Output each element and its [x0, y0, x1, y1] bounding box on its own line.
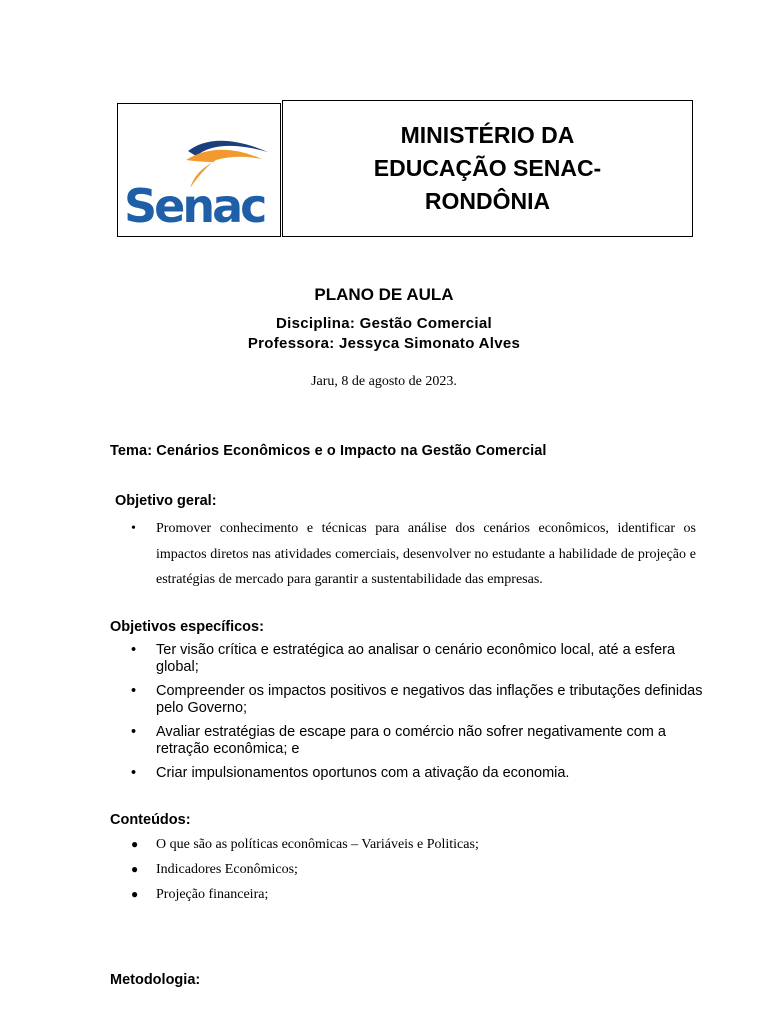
list-item-text: Criar impulsionamentos oportunos com a ativação da economia.	[156, 765, 570, 781]
list-item-text: Promover conhecimento e técnicas para análise dos cenários econômicos, identificar os impactos diretos nas atividades comerciais, desenvolver no estudante a habilidade de projeção e estratégias de mercado para garantir a sustentabilidade das empresas.	[156, 521, 696, 587]
list-item-text: Projeção financeira;	[156, 887, 269, 902]
senac-logo	[117, 103, 281, 237]
general-objective-heading: Objetivo geral:	[115, 493, 217, 509]
bullet-icon: •	[131, 724, 137, 740]
bullet-icon: •	[131, 765, 137, 781]
bullet-icon: ●	[131, 862, 139, 876]
list-item	[131, 765, 711, 782]
list-item	[131, 516, 696, 593]
plan-heading: PLANO DE AULA	[314, 285, 454, 304]
list-item-text: Compreender os impactos positivos e negativos das inflações e tributações definidas pelo Governo;	[156, 683, 703, 716]
teacher-line: Professora: Jessyca Simonato Alves	[247, 335, 521, 352]
bullet-icon: •	[131, 642, 137, 658]
date-line: Jaru, 8 de agosto de 2023.	[311, 374, 457, 389]
list-item	[131, 642, 711, 676]
list-item	[131, 886, 696, 903]
theme-heading: Tema: Cenários Econômicos e o Impacto na Gestão Comercial	[110, 443, 547, 459]
senac-logo-icon	[118, 104, 281, 237]
bullet-icon: ●	[131, 887, 139, 901]
contents-list	[131, 836, 696, 911]
list-item	[131, 683, 711, 717]
discipline-line: Disciplina: Gestão Comercial	[276, 315, 492, 332]
list-item-text: Ter visão crítica e estratégica ao analisar o cenário econômico local, até a esfera global;	[156, 642, 676, 675]
list-item	[131, 836, 696, 853]
institution-title: MINISTÉRIO DA EDUCAÇÃO SENAC- RONDÔNIA	[373, 122, 602, 214]
list-item	[131, 861, 696, 878]
header-title-box	[282, 100, 693, 237]
methodology-heading: Metodologia:	[110, 972, 201, 988]
specific-objectives-list	[131, 642, 711, 789]
list-item-text: Avaliar estratégias de escape para o comércio não sofrer negativamente com a retração econômica; e	[156, 724, 666, 757]
specific-objectives-heading: Objetivos específicos:	[110, 619, 264, 635]
general-objective-list	[131, 516, 696, 593]
list-item-text: O que são as políticas econômicas – Variáveis e Politicas;	[156, 837, 479, 852]
bullet-icon: ●	[131, 837, 139, 851]
contents-heading: Conteúdos:	[110, 812, 191, 828]
list-item-text: Indicadores Econômicos;	[156, 862, 298, 877]
bullet-icon: •	[131, 683, 137, 699]
list-item	[131, 724, 711, 758]
bullet-icon: •	[131, 521, 136, 536]
logo-wordmark: Senac	[124, 179, 265, 233]
